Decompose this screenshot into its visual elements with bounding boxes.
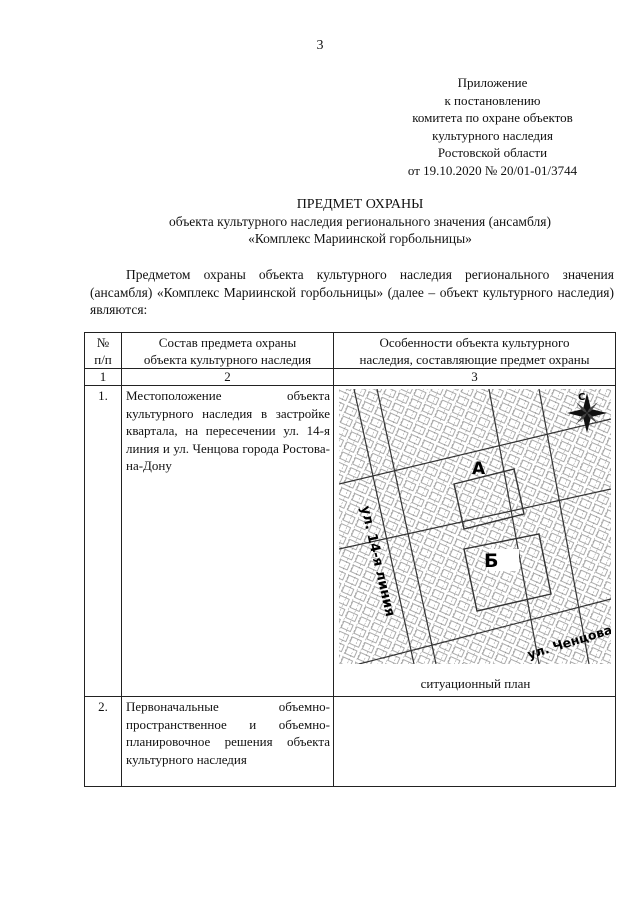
intro-text: Предметом охраны объекта культурного наследия регионального значения (ансамбля) «Комплекс Мариинской горбольницы» (далее – объект культурного наследия) являются: xyxy=(90,267,614,317)
map-caption: ситуационный план xyxy=(420,676,531,691)
appendix-line: культурного наследия xyxy=(432,127,553,143)
row-number: 2. xyxy=(85,697,122,787)
row-description: Первоначальные объемно-пространственное и объемно-планировочное решения объекта культурного наследия xyxy=(122,697,334,787)
header-text: № xyxy=(96,335,110,350)
compass-label: С xyxy=(578,392,586,403)
header-text: Состав предмета охраны xyxy=(158,335,297,350)
site-plan-cell xyxy=(334,386,616,697)
appendix-line: от 19.10.2020 № 20/01-01/3744 xyxy=(407,162,578,178)
table-header-row xyxy=(85,333,616,369)
street-label: ул. Ченцова xyxy=(525,621,611,662)
protection-table xyxy=(84,332,616,787)
map-label-b: Б xyxy=(484,550,499,572)
column-numbering-row xyxy=(85,369,616,386)
site-plan-map xyxy=(339,389,611,664)
appendix-line: Ростовской области xyxy=(437,145,548,160)
row-description: Местоположение объекта культурного наследия в застройке квартала, на пересечении ул. 14-я линия и ул. Ченцова города Ростова-на-Дону xyxy=(122,386,334,697)
table-row xyxy=(85,697,616,787)
column-number: 3 xyxy=(334,369,616,386)
header-cell-number xyxy=(85,333,122,369)
header-text: Особенности объекта культурного xyxy=(379,335,570,350)
header-cell-composition xyxy=(122,333,334,369)
table-row xyxy=(85,386,616,697)
intro-paragraph xyxy=(90,266,614,319)
street-label: ул. 14-я линия xyxy=(357,504,399,619)
title-line: объекта культурного наследия регионального значения (ансамбля) xyxy=(169,214,551,229)
appendix-line: комитета по охране объектов xyxy=(412,110,573,125)
title-line: «Комплекс Мариинской горбольницы» xyxy=(248,231,472,246)
map-label-a: А xyxy=(472,459,486,479)
header-text: п/п xyxy=(94,352,112,367)
appendix-line: Приложение xyxy=(457,75,528,90)
header-text: наследия, составляющие предмет охраны xyxy=(359,352,590,367)
appendix-line: к постановлению xyxy=(444,92,541,108)
row-features-empty xyxy=(334,697,616,787)
column-number: 1 xyxy=(85,369,122,386)
title-line: ПРЕДМЕТ ОХРАНЫ xyxy=(296,197,424,212)
column-number: 2 xyxy=(122,369,334,386)
row-number: 1. xyxy=(85,386,122,697)
header-text: объекта культурного наследия xyxy=(143,352,312,367)
document-title xyxy=(90,196,630,247)
appendix-block xyxy=(380,74,605,179)
header-cell-features xyxy=(334,333,616,369)
page-number: 3 xyxy=(316,38,324,53)
